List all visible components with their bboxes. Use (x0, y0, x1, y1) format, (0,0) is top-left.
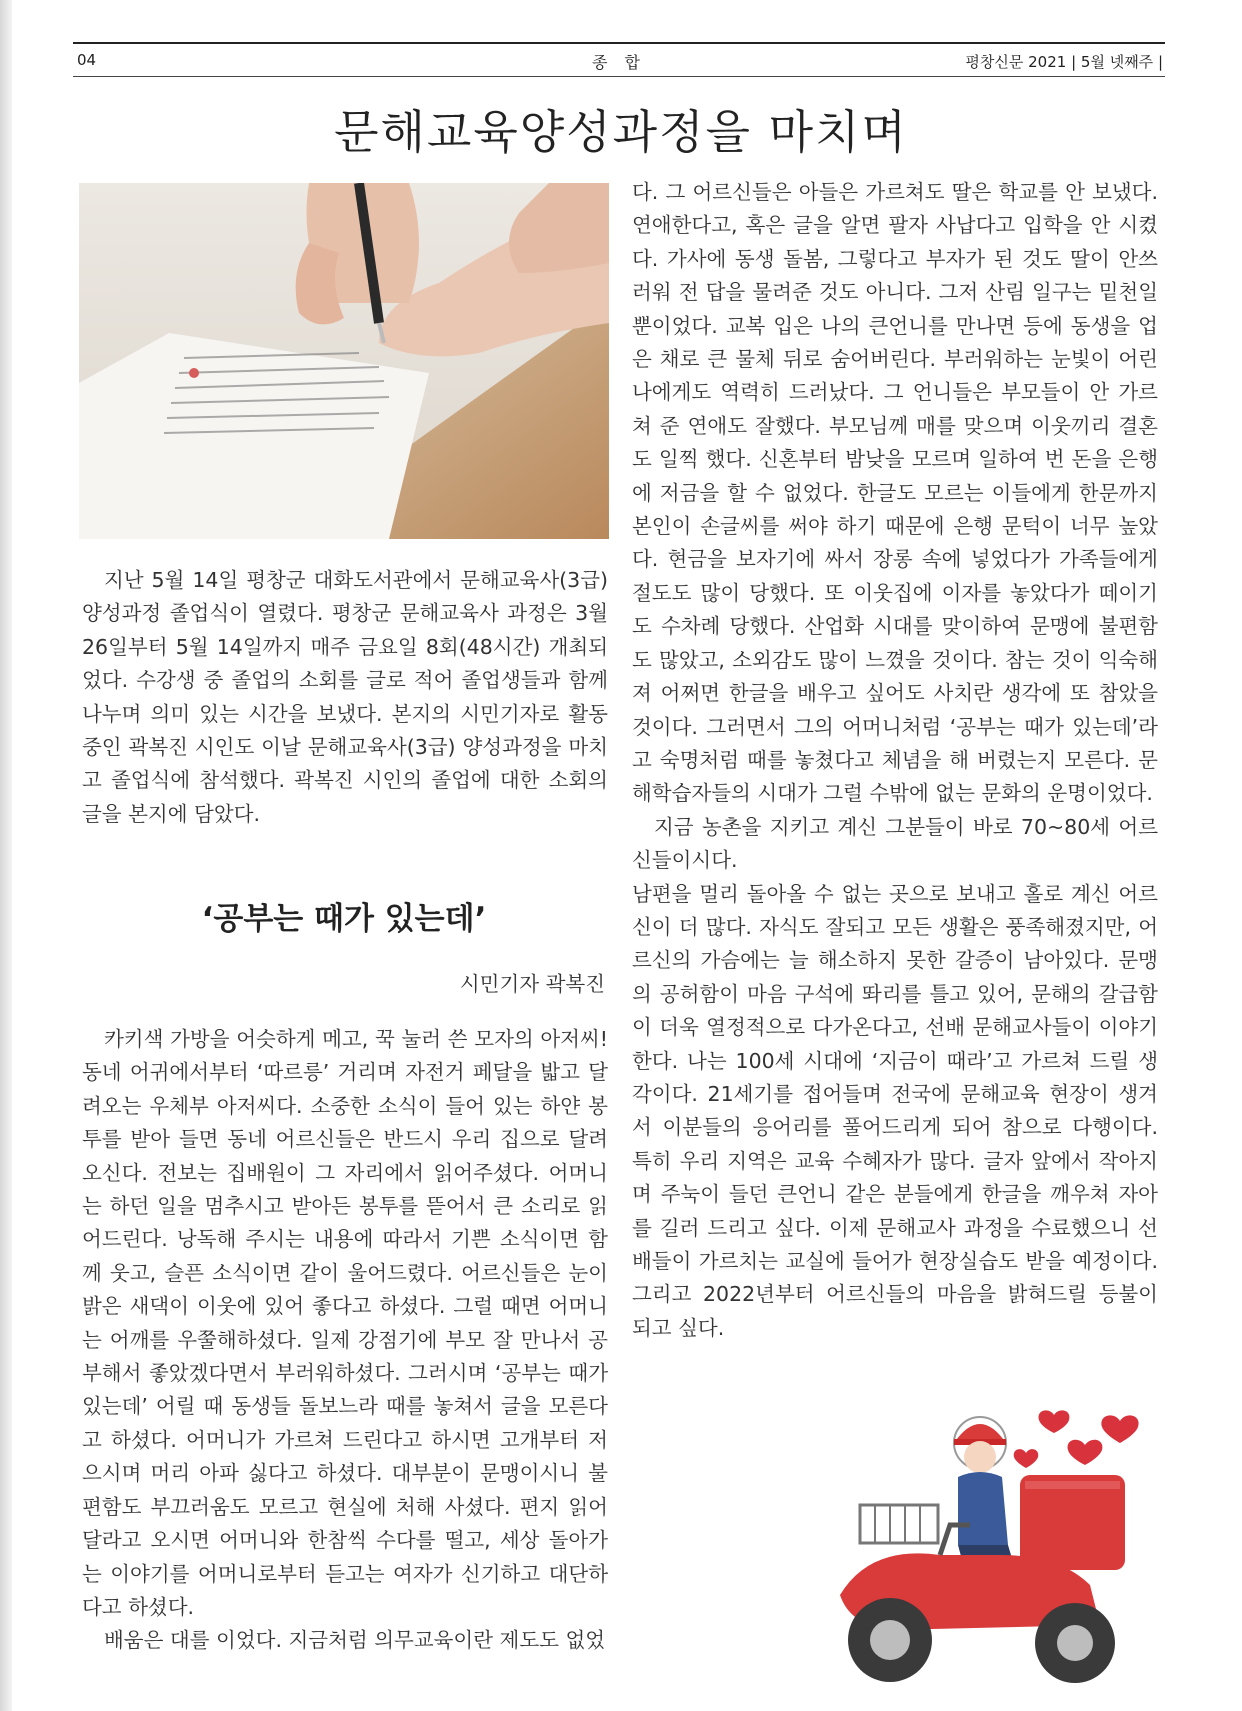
article-byline: 시민기자 곽복진 (459, 972, 605, 996)
article-paragraph: 남편을 멀리 돌아올 수 없는 곳으로 보내고 홀로 계신 어르신이 더 많다. 자식도 잘되고 모든 생활은 풍족해졌지만, 어르신의 가슴에는 늘 해소하지 못한 갈증이 남아있다. 문맹의 공허함이 마음 구석에 똬리를 틀고 있어, 문해의 갈급함이 더욱 열정적으로 다가온다고, 선배 문해교사들이 이야기한다. 나는 100세 시대에 ‘지금이 때라’고 가르쳐 드릴 생각이다. 21세기를 접어들며 전국에 문해교육 현장이 생겨서 이분들의 응어리를 풀어드리게 되어 참으로 다행이다. 특히 우리 지역은 교육 수혜자가 많다. 글자 앞에서 작아지며 주눅이 들던 큰언니 같은 분들에게 한글을 깨우쳐 자아를 길러 드리고 싶다. 이제 문해교사 과정을 수료했으니 선배들이 가르치는 교실에 들어가 현장실습도 받을 예정이다. 그리고 2022년부터 어르신들의 마음을 밝혀드릴 등불이 되고 싶다. (632, 881, 1158, 1340)
handwriting-photo (79, 183, 609, 539)
page-header (73, 42, 1165, 77)
article-title: ‘공부는 때가 있는데’ (201, 901, 487, 937)
page-title: 문해교육양성과정을 마치며 (334, 105, 908, 159)
article-paragraph: 카키색 가방을 어슷하게 메고, 꾹 눌러 쓴 모자의 아저씨! 동네 어귀에서부터 ‘따르릉’ 거리며 자전거 페달을 밟고 달려오는 우체부 아저씨다. 소중한 소식이 들어 있는 하얀 봉투를 받아 들면 동네 어르신들은 반드시 우리 집으로 달려오신다. 전보는 집배원이 그 자리에서 읽어주셨다. 어머니는 하던 일을 멈추시고 받아든 봉투를 뜯어서 큰 소리로 읽어드린다. 낭독해 주시는 내용에 따라서 기쁜 소식이면 함께 웃고, 슬픈 소식이면 같이 울어드렸다. 어르신들은 눈이 밝은 새댁이 이웃에 있어 좋다고 하셨다. 그럴 때면 어머니는 어깨를 우쭐해하셨다. 일제 강점기에 부모 잘 만나서 공부해서 좋았겠다면서 부러워하셨다. 그러시며 ‘공부는 때가 있는데’ 어릴 때 동생들 돌보느라 때를 놓쳐서 글을 모른다고 하셨다. 어머니가 가르쳐 드린다고 하시면 고개부터 저으시며 머리 아파 싫다고 하셨다. 대부분이 문맹이시니 불편함도 부끄러움도 모르고 현실에 처해 사셨다. 편지 읽어 달라고 오시면 어머니와 한참씩 수다를 떨고, 세상 돌아가는 이야기를 어머니로부터 듣고는 여자가 신기하고 대단하다고 하셨다. (82, 1027, 608, 1619)
page-number: 04 (77, 51, 97, 69)
section-name: 종 합 (592, 53, 646, 72)
article-left-column (82, 1023, 608, 1658)
mail-carrier-illustration (830, 1405, 1170, 1695)
article-paragraph: 지금 농촌을 지키고 계신 그분들이 바로 70~80세 어르신들이시다. (632, 814, 1158, 873)
article-paragraph: 다. 그 어르신들은 아들은 가르쳐도 딸은 학교를 안 보냈다. 연애한다고, 혹은 글을 알면 팔자 사납다고 입학을 안 시켰다. 가사에 동생 돌봄, 그렇다고 부자가 된 것도 딸이 안쓰러워 전 답을 물려준 것도 아니다. 그저 산림 일구는 밑천일 뿐이었다. 교복 입은 나의 큰언니를 만나면 등에 동생을 업은 채로 큰 물체 뒤로 숨어버린다. 부러워하는 눈빛이 어린 나에게도 역력히 드러났다. 그 언니들은 부모들이 안 가르쳐 준 연애도 잘했다. 부모님께 매를 맞으며 이웃끼리 결혼도 일찍 했다. 신혼부터 밤낮을 모르며 일하여 번 돈을 은행에 저금을 할 수 없었다. 한글도 모르는 이들에게 한문까지 본인이 손글씨를 써야 하기 때문에 은행 문턱이 너무 높았다. 현금을 보자기에 싸서 장롱 속에 넣었다가 가족들에게 절도도 많이 당했다. 또 이웃집에 이자를 놓았다가 떼이기도 수차례 당했다. 산업화 시대를 맞이하여 문맹에 불편함도 많았고, 소외감도 많이 느꼈을 것이다. 참는 것이 익숙해져 어쩌면 한글을 배우고 싶어도 사치란 생각에 또 참았을 것이다. 그러면서 그의 어머니처럼 ‘공부는 때가 있는데’라고 숙명처럼 때를 놓쳤다고 체념을 해 버렸는지 모른다. 문해학습자들의 시대가 그럴 수밖에 없는 문화의 운명이었다. (632, 180, 1158, 806)
article-right-column (632, 176, 1158, 1345)
issue-info: 평창신문 2021 | 5월 넷째주 | (965, 53, 1163, 71)
intro-paragraph: 지난 5월 14일 평창군 대화도서관에서 문해교육사(3급) 양성과정 졸업식이 열렸다. 평창군 문해교육사 과정은 3월 26일부터 5월 14일까지 매주 금요일 8회(48시간) 개최되었다. 수강생 중 졸업의 소회를 글로 적어 졸업생들과 함께 나누며 의미 있는 시간을 보냈다. 본지의 시민기자로 활동중인 곽복진 시인도 이날 문해교육사(3급) 양성과정을 마치고 졸업식에 참석했다. 곽복진 시인의 졸업에 대한 소회의 글을 본지에 담았다. (82, 568, 608, 826)
article-paragraph: 배움은 대를 이었다. 지금처럼 의무교육이란 제도도 없었 (104, 1628, 606, 1653)
page-fold-shadow (0, 0, 12, 1711)
mail-carrier-scooter-illustration-icon (830, 1405, 1170, 1695)
intro-text (82, 564, 608, 831)
handwriting-letter-photo-icon (79, 183, 609, 539)
